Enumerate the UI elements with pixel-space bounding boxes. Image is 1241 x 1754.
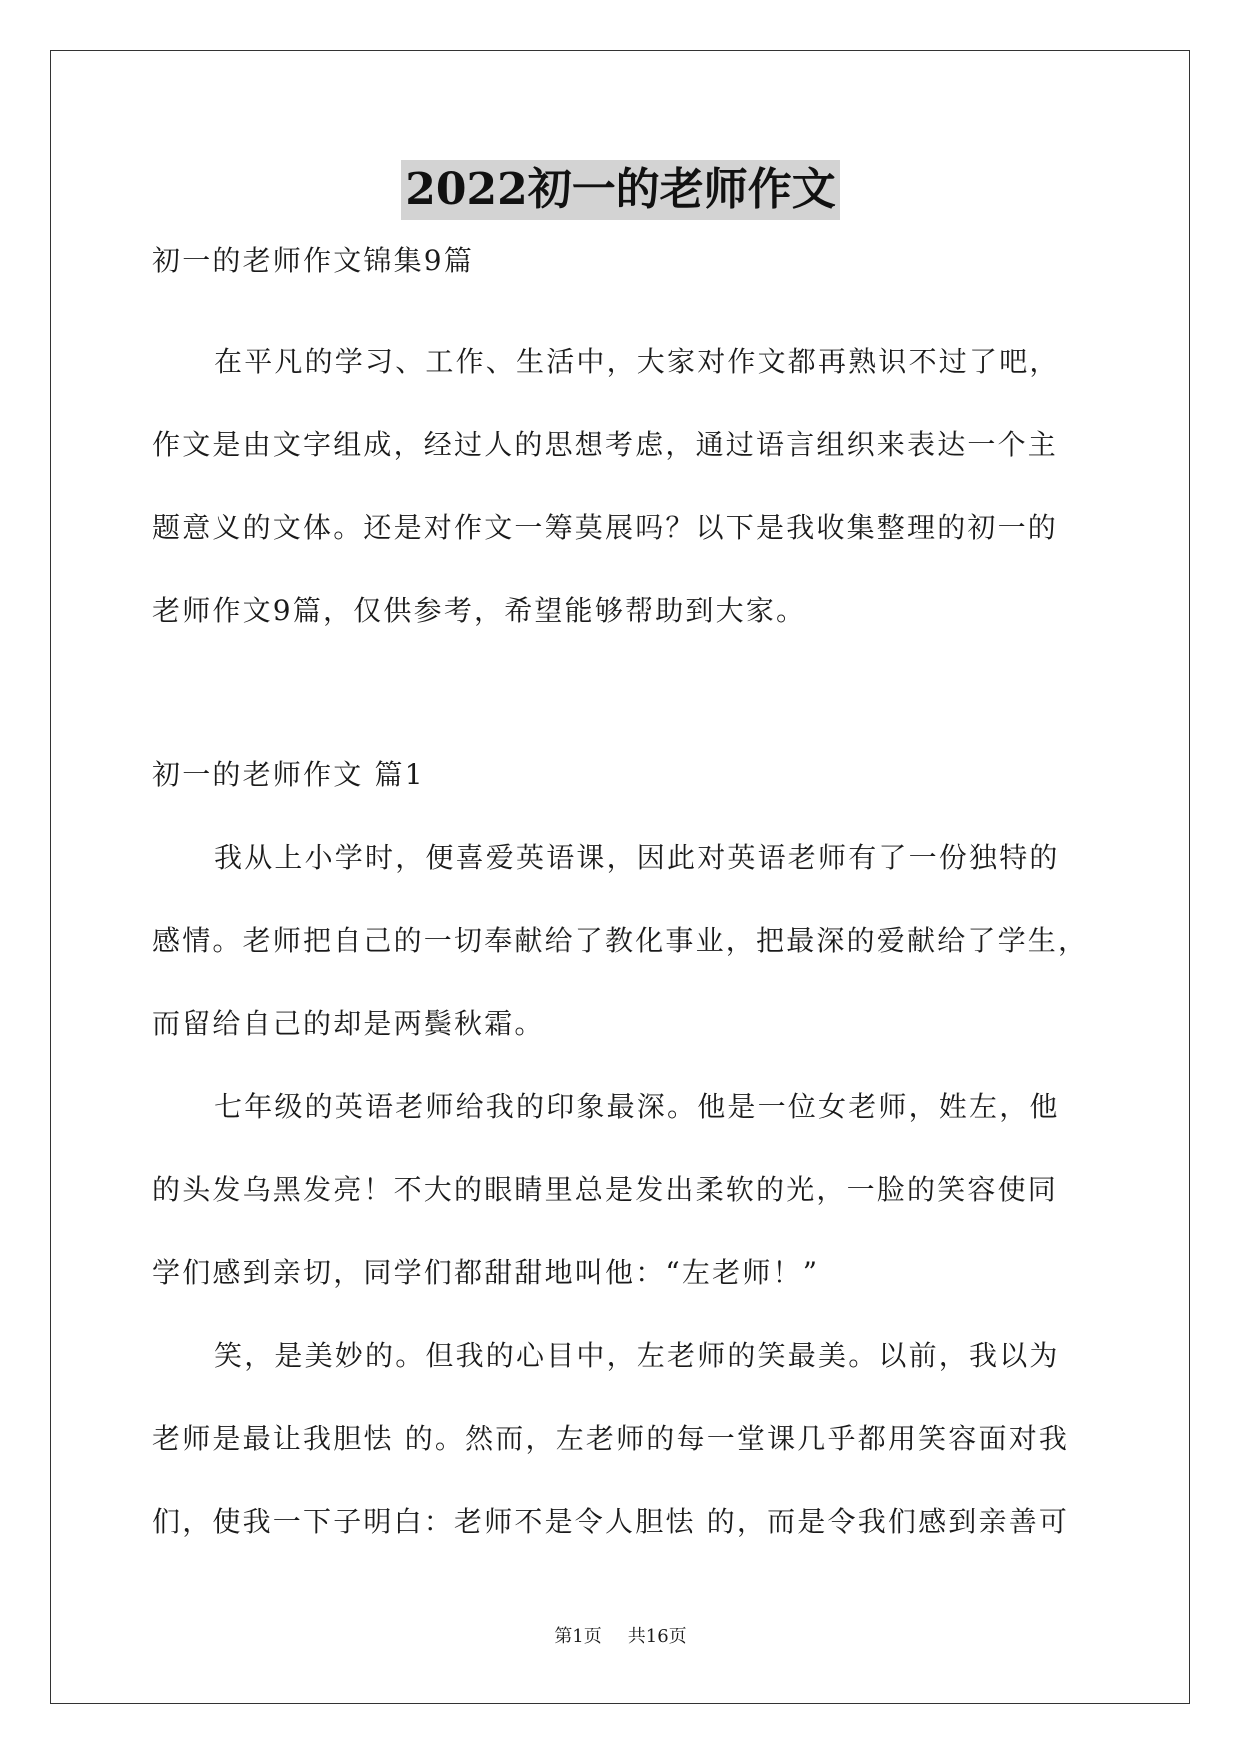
paragraph-line: 笑，是美妙的。但我的心目中，左老师的笑最美。以前，我以为 [214, 1339, 1060, 1372]
subtitle-line: 初一的老师作文锦集9篇 [152, 244, 475, 277]
paragraph-line: 老师作文9篇，仅供参考，希望能够帮助到大家。 [152, 594, 807, 627]
paragraph-line: 学们感到亲切，同学们都甜甜地叫他：“左老师！” [152, 1256, 820, 1289]
document-title: 2022初一的老师作文 [401, 160, 839, 220]
section-heading: 初一的老师作文 篇1 [152, 758, 425, 791]
paragraph-line: 题意义的文体。还是对作文一筹莫展吗？以下是我收集整理的初一的 [152, 511, 1059, 544]
page-footer [0, 1625, 1241, 1649]
page-number: 第1页 [554, 1626, 602, 1647]
paragraph-line: 的头发乌黑发亮！不大的眼睛里总是发出柔软的光，一脸的笑容使同 [152, 1173, 1059, 1206]
paragraph-line: 作文是由文字组成，经过人的思想考虑，通过语言组织来表达一个主 [152, 428, 1059, 461]
paragraph-line: 在平凡的学习、工作、生活中，大家对作文都再熟识不过了吧， [214, 345, 1060, 378]
title-container [0, 160, 1241, 220]
paragraph-line: 我从上小学时，便喜爱英语课，因此对英语老师有了一份独特的 [214, 841, 1060, 874]
paragraph-line: 七年级的英语老师给我的印象最深。他是一位女老师，姓左，他 [214, 1090, 1060, 1123]
paragraph-line: 老师是最让我胆怯 的。然而，左老师的每一堂课几乎都用笑容面对我 [152, 1422, 1070, 1455]
page-total: 共16页 [627, 1626, 687, 1647]
paragraph-line: 感情。老师把自己的一切奉献给了教化事业，把最深的爱献给了学生， [152, 924, 1089, 957]
paragraph-line: 而留给自己的却是两鬓秋霜。 [152, 1007, 545, 1040]
paragraph-line: 们，使我一下子明白：老师不是令人胆怯 的，而是令我们感到亲善可 [152, 1505, 1070, 1538]
